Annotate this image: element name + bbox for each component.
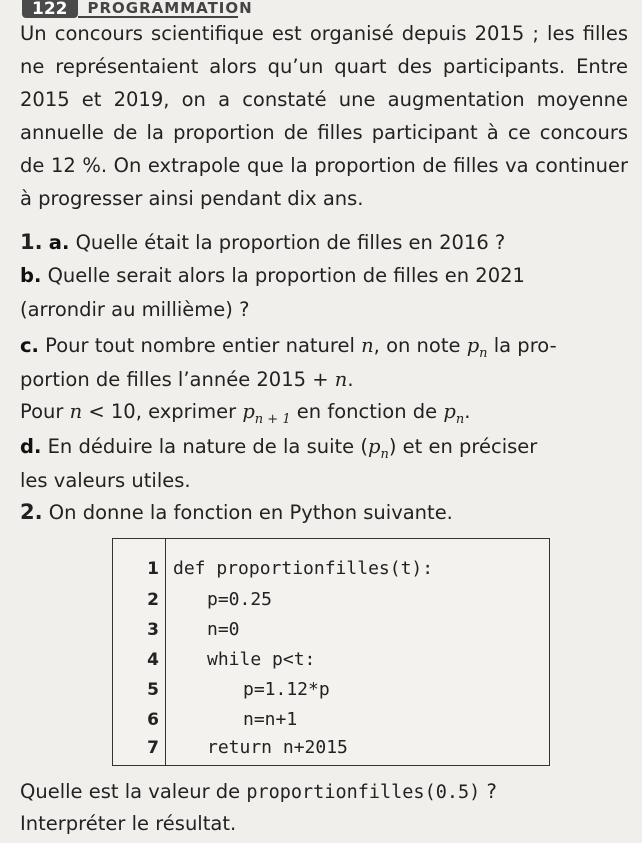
question-2-value (20, 780, 497, 803)
question-2-value-text: ? (480, 780, 497, 803)
question-1d-label: d. (20, 435, 42, 458)
code-line (113, 645, 549, 675)
question-1d-text: En déduire la nature de la suite ( (41, 435, 368, 458)
code-text: return n+2015 (207, 737, 348, 758)
question-1d-line-1 (20, 435, 537, 462)
var-n-subscript: n (380, 446, 389, 462)
var-n-subscript: n (479, 345, 488, 361)
question-2-function-call: proportionfilles(0.5) (246, 782, 481, 803)
question-1-number: 1. (20, 230, 43, 254)
code-text: def proportionfilles(t): (173, 558, 434, 579)
question-1c-label: c. (20, 334, 39, 357)
code-line-number: 3 (147, 620, 159, 640)
section-title: PROGRAMMATION (78, 0, 238, 18)
question-2-text: On donne la fonction en Python suivante. (42, 501, 453, 524)
var-p: p (466, 334, 480, 357)
question-1c-text: la pro- (487, 334, 557, 357)
var-n: n (69, 400, 83, 423)
question-2 (20, 500, 453, 524)
question-1c-text: , on note (373, 334, 467, 357)
question-1b-line-1 (20, 264, 525, 287)
var-n: n (361, 334, 374, 357)
var-n: n (334, 368, 348, 391)
code-text: while p<t: (207, 649, 316, 670)
code-line (113, 705, 549, 735)
code-line (113, 615, 549, 645)
var-p: p (242, 400, 255, 423)
question-1c-text: Pour tout nombre entier naturel (38, 334, 362, 357)
question-1a (20, 230, 505, 254)
question-1c-text: portion de filles l’année 2015 + (20, 368, 335, 391)
question-1c-text: < 10, exprimer (82, 400, 243, 423)
code-line (113, 554, 549, 584)
question-1c-line-3 (20, 400, 470, 427)
question-1c-text: Pour (20, 400, 70, 423)
question-2-value-text: Quelle est la valeur de (20, 780, 247, 803)
var-p: p (443, 400, 456, 423)
code-line (113, 733, 549, 763)
code-line-number: 5 (147, 680, 159, 700)
python-code-block (112, 538, 550, 766)
var-n-plus-1-subscript: n + 1 (254, 411, 291, 427)
question-1a-label: a. (48, 231, 70, 254)
question-1c-text: . (347, 368, 354, 391)
intro-paragraph: Un concours scientifique est organisé depuis 2015 ; les filles ne représentaient alors qu’un quart des participants. Entre 2015 et 2019, on a constaté une augmentation moyenne annuelle de la proportion de filles participant à ce concours de 12 %. On extrapole que la proportion de filles va continuer à progresser ainsi pendant dix ans. (20, 22, 628, 210)
question-1c-line-1 (20, 334, 557, 361)
question-1b-line-2: (arrondir au millième) ? (20, 298, 250, 321)
code-text: p=1.12*p (243, 679, 330, 700)
code-line-number: 6 (147, 710, 159, 730)
question-1c-line-2 (20, 368, 354, 391)
question-1a-text: Quelle était la proportion de filles en 2016 ? (69, 231, 506, 254)
code-line-number: 2 (147, 590, 159, 610)
code-line-number: 1 (147, 559, 159, 579)
code-line-number: 7 (147, 738, 159, 758)
code-line (113, 675, 549, 705)
code-text: n=n+1 (243, 709, 298, 730)
question-1b-label: b. (20, 264, 42, 287)
question-1d-line-2: les valeurs utiles. (20, 469, 191, 492)
var-n-subscript: n (455, 411, 465, 427)
code-text: p=0.25 (207, 589, 273, 610)
question-2-interpret: Interpréter le résultat. (20, 812, 237, 835)
question-1c-text: en fonction de (290, 400, 444, 423)
question-2-number: 2. (20, 500, 43, 524)
code-line (113, 585, 549, 615)
code-line-number: 4 (147, 650, 159, 670)
code-text: n=0 (207, 619, 240, 640)
question-1d-text: ) et en préciser (388, 435, 538, 458)
question-1c-text: . (464, 400, 471, 423)
exercise-header (22, 0, 253, 19)
question-1b-text-1: Quelle serait alors la proportion de filles en 2021 (41, 264, 525, 287)
exercise-number: 122 (22, 0, 78, 18)
var-p: p (367, 435, 381, 458)
